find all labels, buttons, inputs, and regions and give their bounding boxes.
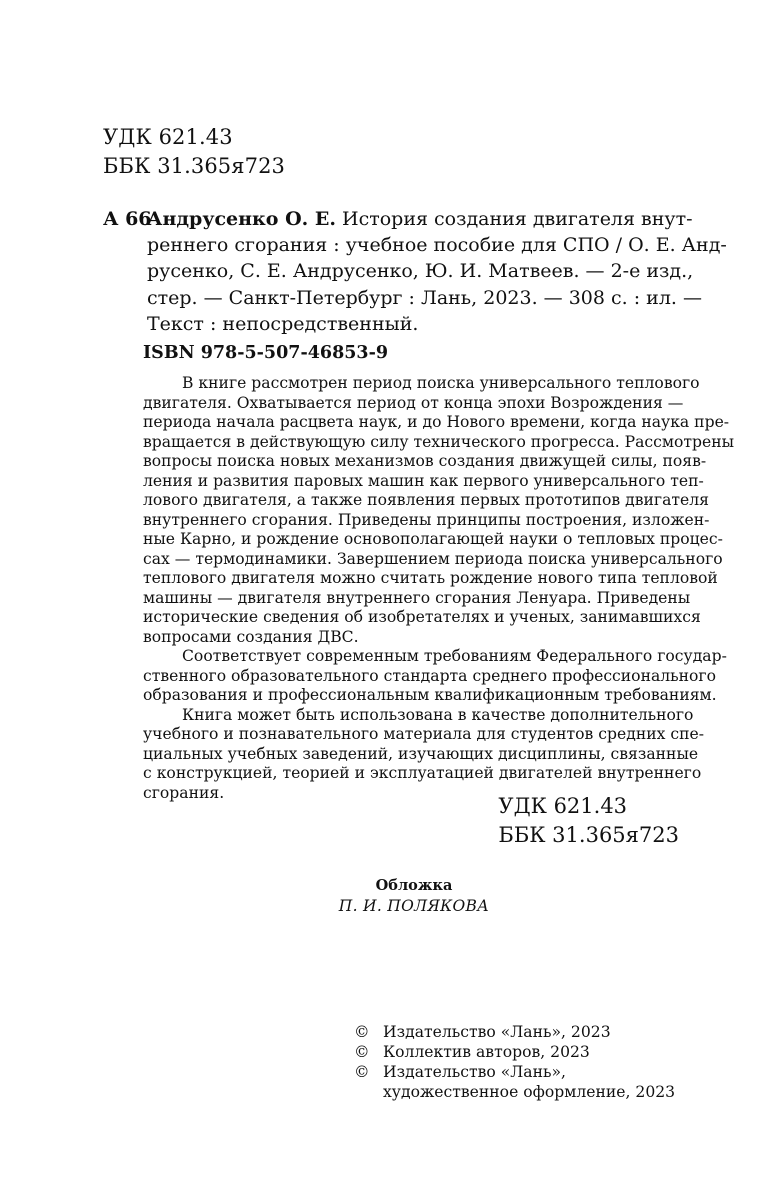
description-line-1 bbox=[147, 206, 693, 232]
classification-codes-bottom bbox=[498, 792, 679, 850]
annotation-line: двигателя. Охватывается период от конца эпохи Возрождения — bbox=[143, 393, 684, 412]
isbn: ISBN 978-5-507-46853-9 bbox=[143, 343, 389, 363]
udk-code: УДК 621.43 bbox=[103, 125, 233, 149]
annotation-line: образования и профессиональным квалификационным требованиям. bbox=[143, 686, 717, 704]
annotation-line: Соответствует современным требованиям Федерального государ- bbox=[182, 647, 727, 665]
annotation-line: ления и развития паровых машин как первого универсального теп- bbox=[143, 471, 704, 490]
description-line: стер. — Санкт-Петербург : Лань, 2023. — 308 с. : ил. — bbox=[147, 286, 702, 309]
annotation-line: ственного образовательного стандарта среднего профессионального bbox=[143, 666, 716, 685]
annotation-line: ные Карно, и рождение основополагающей науки о тепловых процес- bbox=[143, 530, 723, 548]
copyright-text: художественное оформление, 2023 bbox=[383, 1083, 676, 1101]
bbk-code: ББК 31.365я723 bbox=[103, 154, 286, 178]
bbk-code: ББК 31.365я723 bbox=[498, 823, 679, 847]
copyright-block bbox=[354, 1022, 675, 1102]
copyright-text: Издательство «Лань», bbox=[383, 1063, 566, 1081]
annotation-line: машины — двигателя внутреннего сгорания Ленуара. Приведены bbox=[143, 588, 691, 607]
annotation-line: теплового двигателя можно считать рождение нового типа тепловой bbox=[143, 569, 718, 587]
annotation-line: учебного и познавательного материала для студентов средних спе- bbox=[143, 725, 704, 743]
copyright-text: Коллектив авторов, 2023 bbox=[383, 1043, 590, 1061]
description-line: русенко, С. Е. Андрусенко, Ю. И. Матвеев. — 2-е изд., bbox=[147, 260, 694, 283]
author-sign: А 66 bbox=[103, 208, 152, 230]
annotation-line: сах — термодинамики. Завершением периода поиска универсального bbox=[143, 549, 723, 568]
description-line-text: История создания двигателя внут- bbox=[342, 208, 693, 230]
cover-designer: П. И. ПОЛЯКОВА bbox=[338, 897, 490, 915]
annotation-line: В книге рассмотрен период поиска универсального теплового bbox=[182, 374, 700, 392]
annotation-line: периода начала расцвета наук, и до Нового времени, когда наука пре- bbox=[143, 413, 730, 431]
copyright-symbol: © bbox=[354, 1023, 370, 1041]
annotation-line: вопросами создания ДВС. bbox=[143, 627, 359, 646]
annotation-line: сгорания. bbox=[143, 783, 225, 802]
cover-label: Обложка bbox=[375, 877, 453, 894]
annotation-line: внутреннего сгорания. Приведены принципы построения, изложен- bbox=[143, 510, 710, 529]
annotation-line: лового двигателя, а также появления первых прототипов двигателя bbox=[143, 491, 709, 509]
copyright-symbol: © bbox=[354, 1063, 370, 1081]
annotation-line: вопросы поиска новых механизмов создания движущей силы, появ- bbox=[143, 452, 707, 470]
classification-codes-top bbox=[103, 123, 285, 181]
copyright-text: Издательство «Лань», 2023 bbox=[383, 1023, 611, 1041]
annotation-line: с конструкцией, теорией и эксплуатацией двигателей внутреннего bbox=[143, 764, 702, 782]
annotation-line: вращается в действующую силу технического прогресса. Рассмотрены bbox=[143, 432, 735, 451]
description-line: Текст : непосредственный. bbox=[147, 312, 419, 335]
copyright-line bbox=[354, 1062, 675, 1102]
udk-code: УДК 621.43 bbox=[498, 794, 628, 818]
copyright-symbol: © bbox=[354, 1043, 370, 1061]
annotation bbox=[143, 374, 735, 803]
description-line: реннего сгорания : учебное пособие для СПО / О. Е. Анд- bbox=[147, 234, 727, 257]
copyright-line bbox=[354, 1042, 675, 1062]
annotation-line: циальных учебных заведений, изучающих дисциплины, связанные bbox=[143, 744, 699, 763]
annotation-line: Книга может быть использована в качестве дополнительного bbox=[182, 705, 694, 724]
copyright-line bbox=[354, 1022, 675, 1042]
bibliographic-description bbox=[147, 206, 727, 337]
cover-credit bbox=[0, 876, 768, 917]
author-name: Андрусенко О. Е. bbox=[147, 208, 336, 230]
annotation-line: исторические сведения об изобретателях и ученых, занимавшихся bbox=[143, 608, 701, 626]
